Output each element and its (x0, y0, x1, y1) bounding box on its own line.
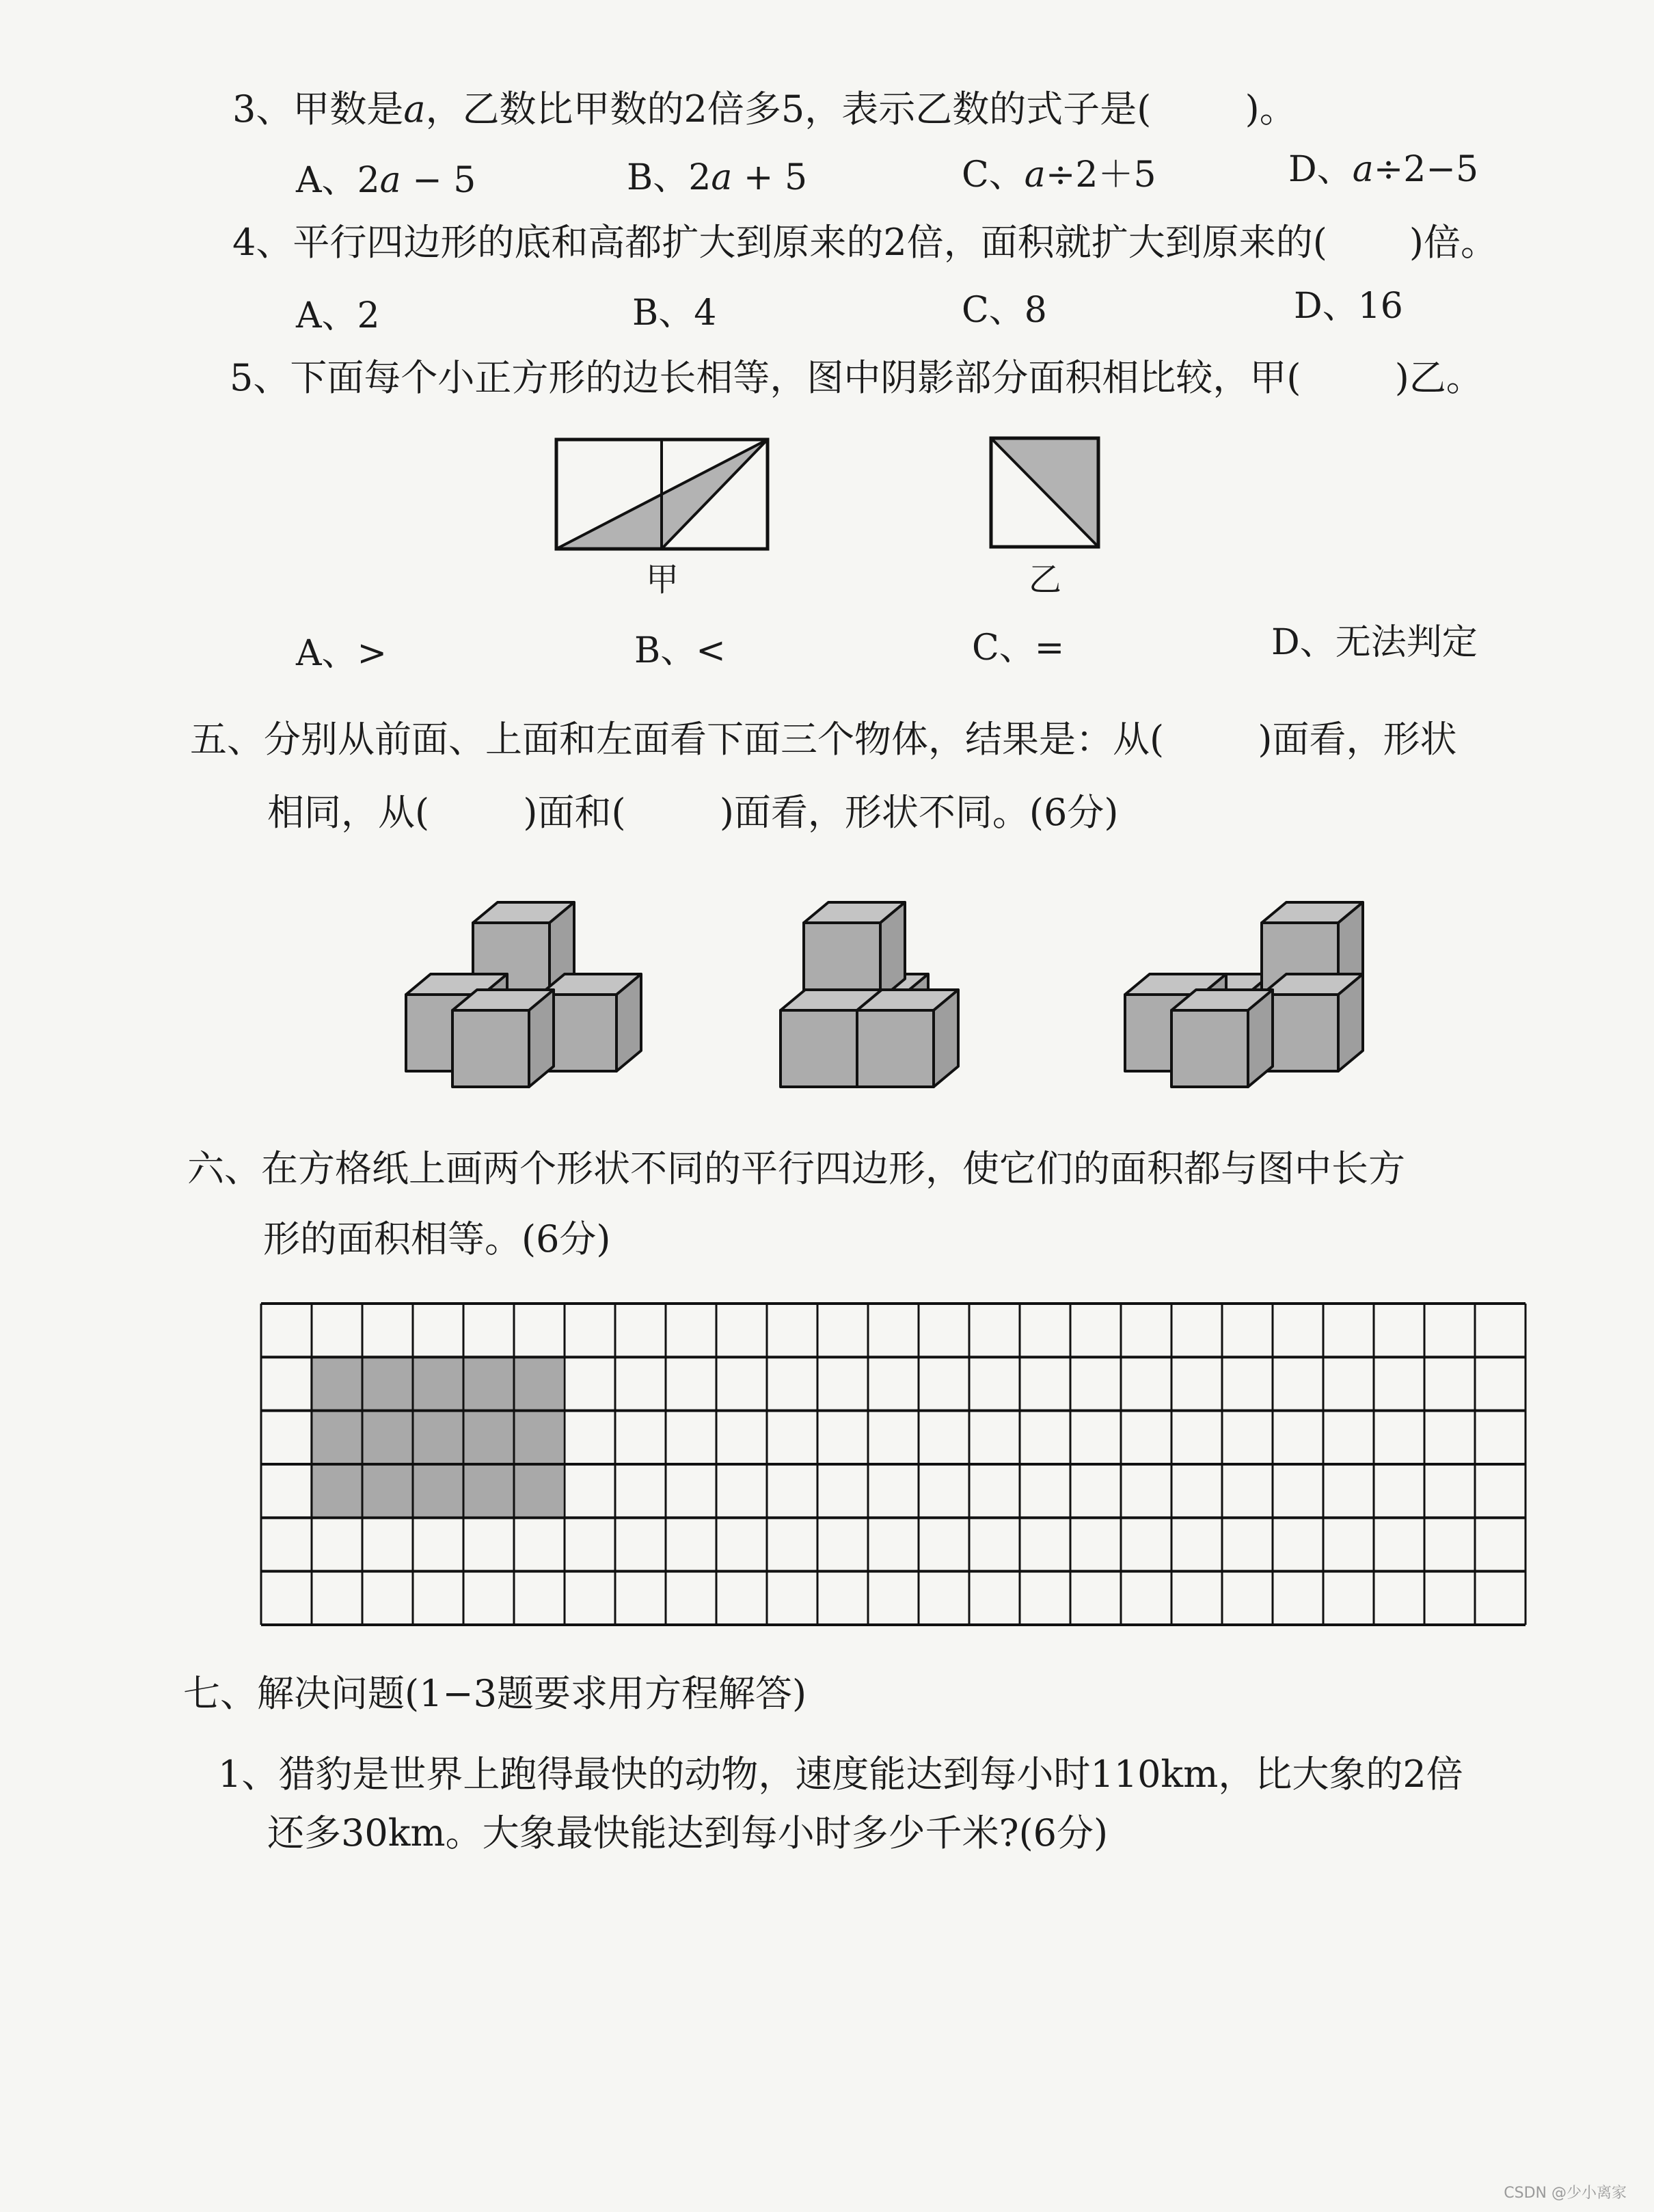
section-6-line-1: 六、在方格纸上画两个形状不同的平行四边形，使它们的面积都与图中长方 (187, 1147, 1405, 1190)
q4-option-c: C、8 (962, 290, 1047, 331)
cube (1171, 990, 1273, 1087)
q3-variable: a (403, 87, 426, 131)
shaded-rectangle (310, 1355, 563, 1516)
q3-text-post: ，乙数比甲数的2倍多5，表示乙数的式子是( )。 (425, 87, 1297, 131)
q5-option-a: A、> (296, 633, 388, 674)
cube (804, 902, 905, 999)
q4-option-a: A、2 (296, 295, 380, 336)
q3-option-d: D、a÷2−5 (1288, 149, 1479, 190)
cube (857, 990, 958, 1087)
cube-front-face (857, 1010, 934, 1087)
q4-option-d: D、16 (1294, 286, 1403, 327)
section-7-heading: 七、解决问题(1−3题要求用方程解答) (183, 1672, 807, 1715)
q3-option-b: B、2a + 5 (627, 157, 808, 198)
cube-front-face (1171, 1010, 1248, 1087)
cube (1262, 974, 1363, 1071)
q5-option-c: C、= (972, 628, 1065, 669)
q3-text-pre: 3、甲数是 (232, 87, 404, 131)
cube-figure-2 (781, 902, 958, 1087)
q3-option-c: C、a÷2＋5 (962, 154, 1156, 195)
section-5-line-1: 五、分别从前面、上面和左面看下面三个物体，结果是：从( )面看，形状 (190, 718, 1457, 761)
question-4: 4、平行四边形的底和高都扩大到原来的2倍，面积就扩大到原来的( )倍。 (232, 221, 1498, 264)
q5-option-b: B、< (634, 630, 726, 671)
cube-front-face (452, 1010, 529, 1087)
figure-jia-label: 甲 (646, 561, 679, 599)
q4-option-b: B、4 (632, 293, 717, 334)
question-5: 5、下面每个小正方形的边长相等，图中阴影部分面积相比较，甲( )乙。 (230, 356, 1483, 399)
figure-yi-label: 乙 (1029, 561, 1062, 599)
cube-figure-1 (406, 902, 641, 1087)
cube-front-face (804, 923, 880, 999)
cube-front-face (781, 1010, 857, 1087)
s7-question-1-line-2: 还多30km。大象最快能达到每小时多少千米?(6分) (267, 1811, 1109, 1854)
s7-question-1-line-1: 1、猎豹是世界上跑得最快的动物，速度能达到每小时110km，比大象的2倍 (218, 1753, 1463, 1796)
watermark: CSDN @少小离家 (1504, 2185, 1627, 2202)
section-5-line-2: 相同，从( )面和( )面看，形状不同。(6分) (267, 791, 1119, 834)
q5-option-d: D、无法判定 (1271, 622, 1478, 663)
grid-paper[interactable] (260, 1302, 1531, 1627)
cube-figure-3 (1125, 902, 1363, 1087)
cube (540, 974, 641, 1071)
section-6-line-2: 形的面积相等。(6分) (263, 1217, 611, 1260)
cube (452, 990, 554, 1087)
q3-option-a: A、2a − 5 (296, 160, 476, 201)
